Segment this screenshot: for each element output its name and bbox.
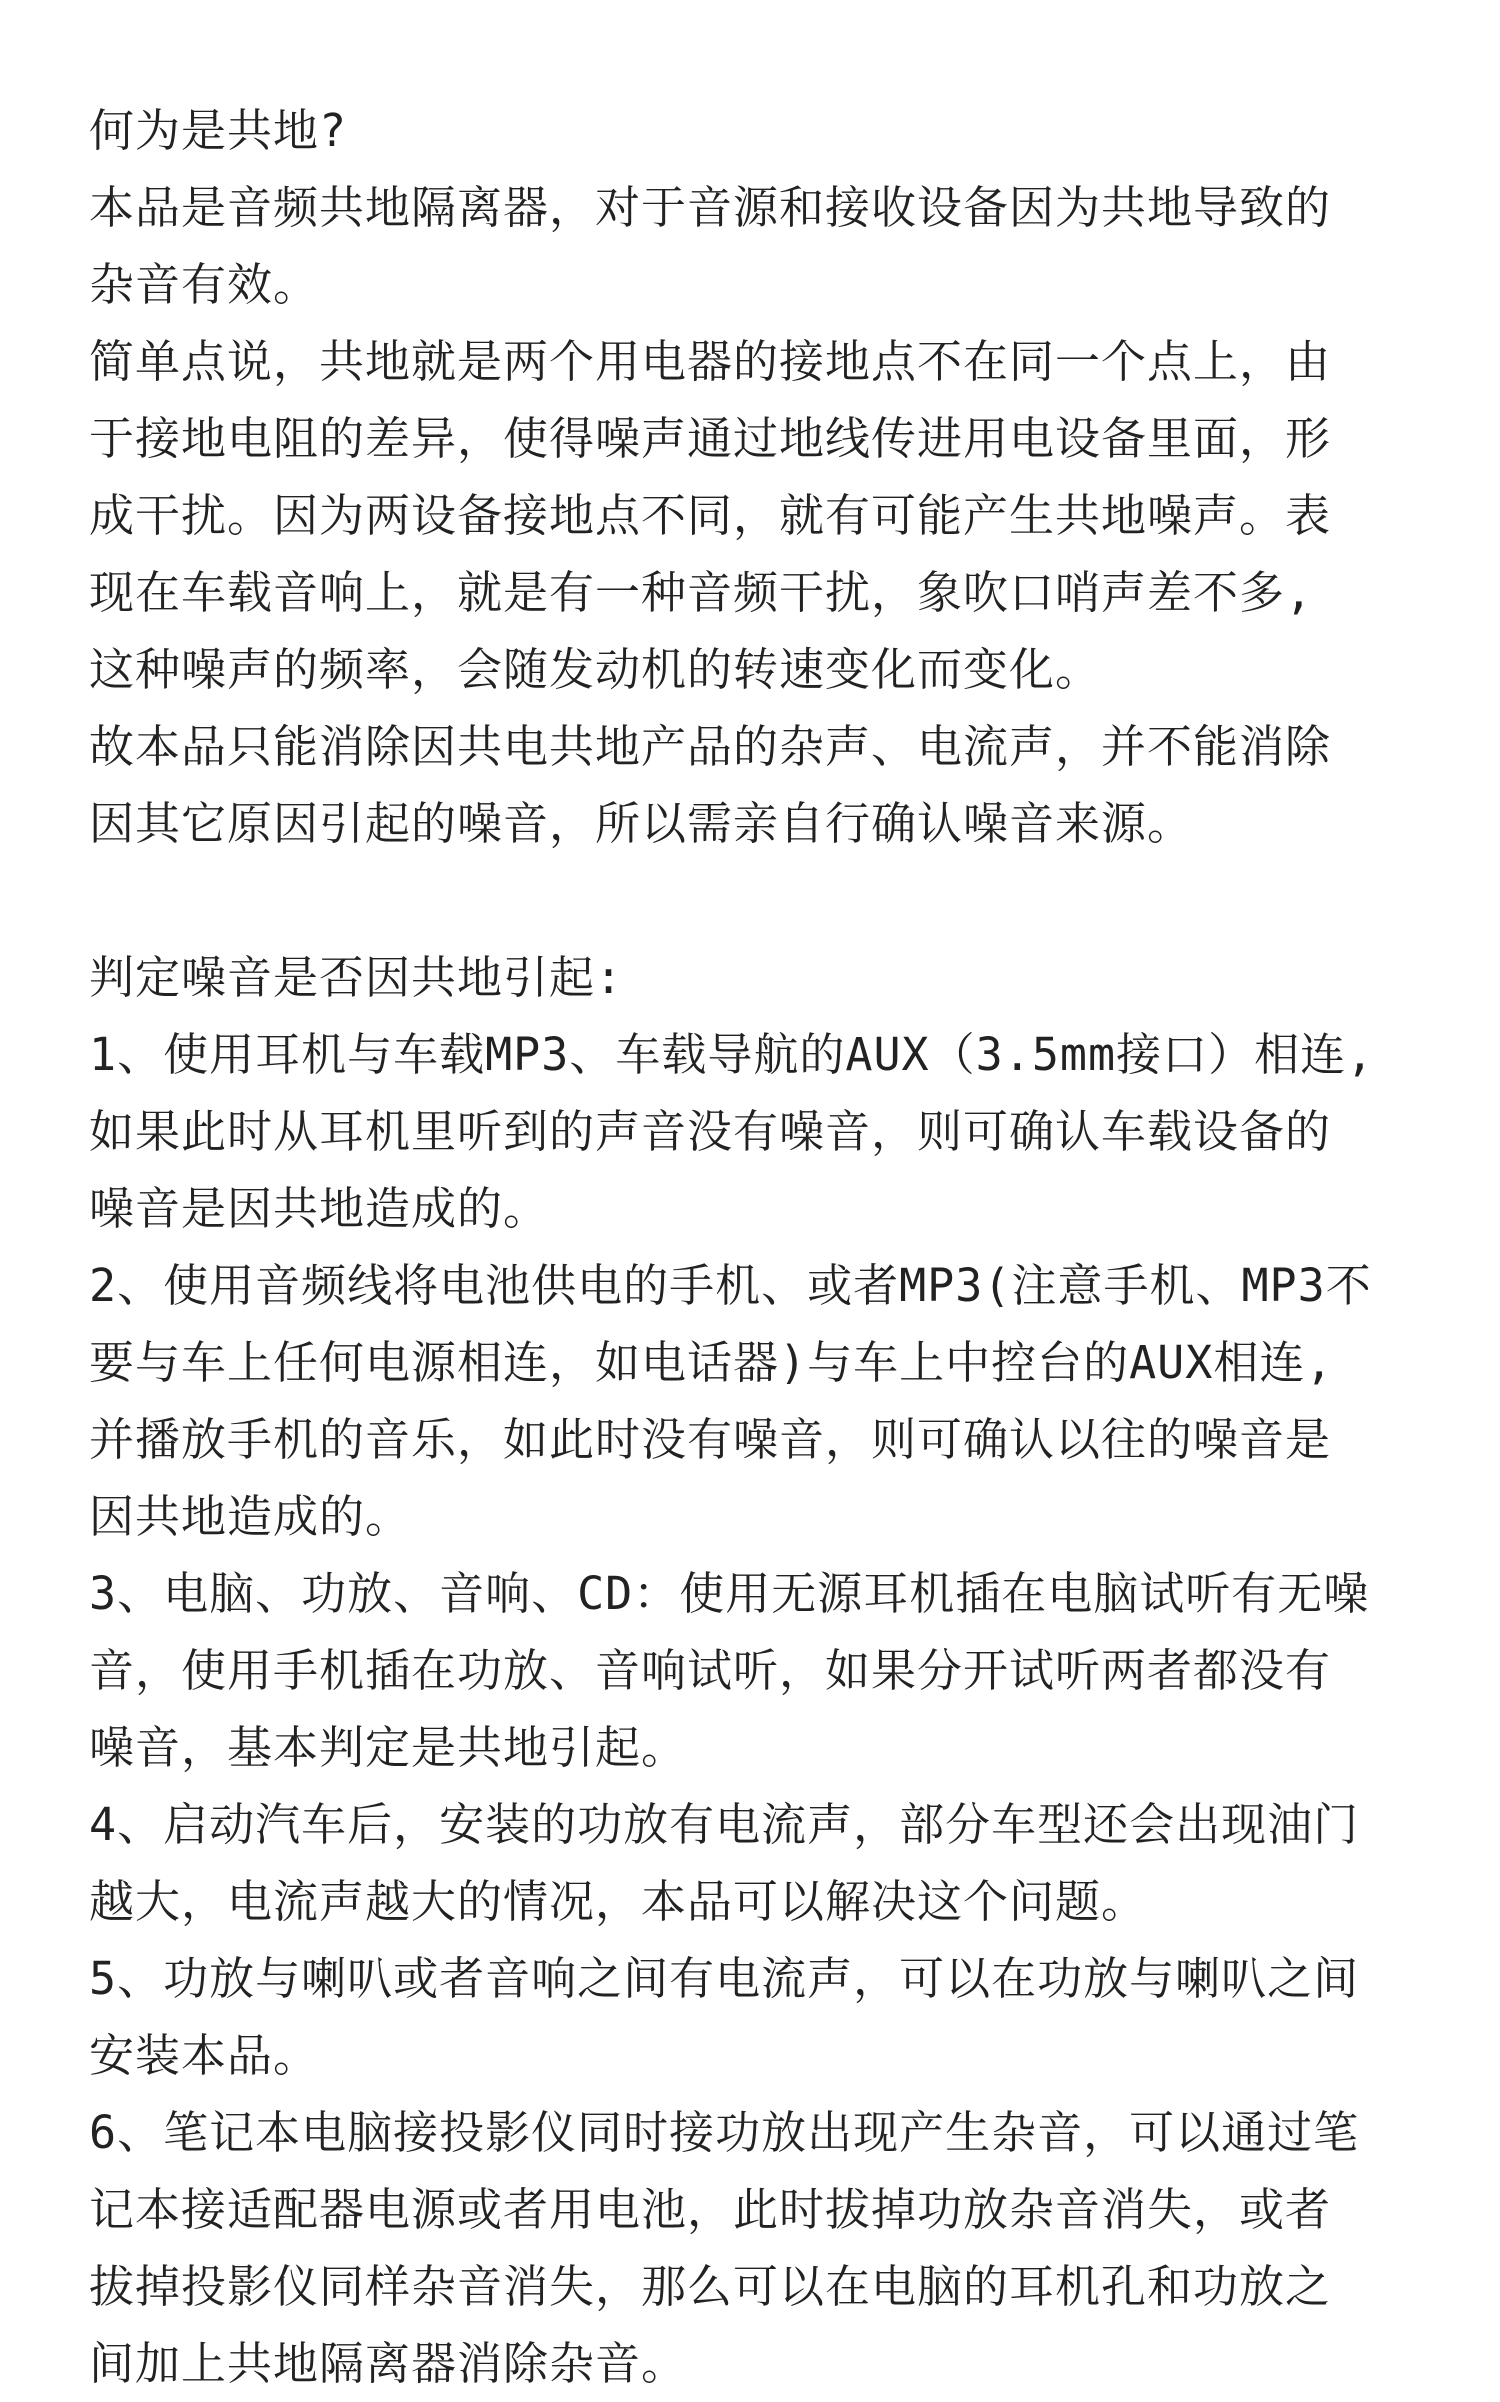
list-item-3-line: 噪音，基本判定是共地引起。 [89, 1721, 688, 1774]
text-line: 杂音有效。 [89, 258, 320, 311]
list-item-4-line: 4、启动汽车后，安装的功放有电流声，部分车型还会出现油门 [89, 1798, 1360, 1851]
section-heading: 判定噪音是否因共地引起: [89, 951, 624, 1004]
list-item-6-line: 间加上共地隔离器消除杂音。 [89, 2337, 688, 2390]
text-line: 这种噪声的频率，会随发动机的转速变化而变化。 [89, 643, 1102, 696]
text-line: 于接地电阻的差异，使得噪声通过地线传进用电设备里面，形 [89, 412, 1332, 465]
list-item-6-line: 拔掉投影仪同样杂音消失，那么可以在电脑的耳机孔和功放之 [89, 2260, 1332, 2313]
list-item-6-line: 6、笔记本电脑接投影仪同时接功放出现产生杂音，可以通过笔 [89, 2106, 1360, 2159]
list-item-2-line: 2、使用音频线将电池供电的手机、或者MP3(注意手机、MP3不 [89, 1259, 1372, 1312]
text-line: 本品是音频共地隔离器，对于音源和接收设备因为共地导致的 [89, 181, 1332, 234]
list-item-2-line: 因共地造成的。 [89, 1490, 412, 1543]
list-item-2-line: 要与车上任何电源相连，如电话器)与车上中控台的AUX相连, [89, 1336, 1334, 1389]
text-line: 成干扰。因为两设备接地点不同，就有可能产生共地噪声。表 [89, 489, 1332, 542]
list-item-6-line: 记本接适配器电源或者用电池，此时拔掉功放杂音消失，或者 [89, 2183, 1332, 2236]
list-item-1-line: 如果此时从耳机里听到的声音没有噪音，则可确认车载设备的 [89, 1105, 1332, 1158]
text-line: 故本品只能消除因共电共地产品的杂声、电流声，并不能消除 [89, 720, 1332, 773]
section-noise-diagnosis [89, 939, 1429, 2402]
list-item-2-line: 并播放手机的音乐，如此时没有噪音，则可确认以往的噪音是 [89, 1413, 1332, 1466]
paragraph-spacer [89, 862, 1429, 939]
list-item-5-line: 5、功放与喇叭或者音响之间有电流声，可以在功放与喇叭之间 [89, 1952, 1360, 2005]
list-item-3-line: 3、电脑、功放、音响、CD：使用无源耳机插在电脑试听有无噪 [89, 1567, 1370, 1620]
text-line: 简单点说，共地就是两个用电器的接地点不在同一个点上，由 [89, 335, 1332, 388]
section-heading: 何为是共地? [89, 104, 348, 157]
document-body [89, 92, 1429, 2402]
section-what-is-common-ground [89, 92, 1429, 862]
list-item-1-line: 1、使用耳机与车载MP3、车载导航的AUX（3.5mm接口）相连, [89, 1028, 1375, 1081]
text-line: 现在车载音响上，就是有一种音频干扰，象吹口哨声差不多, [89, 566, 1314, 619]
list-item-1-line: 噪音是因共地造成的。 [89, 1182, 550, 1235]
list-item-3-line: 音，使用手机插在功放、音响试听，如果分开试听两者都没有 [89, 1644, 1332, 1697]
list-item-5-line: 安装本品。 [89, 2029, 320, 2082]
list-item-4-line: 越大，电流声越大的情况，本品可以解决这个问题。 [89, 1875, 1148, 1928]
text-line: 因其它原因引起的噪音，所以需亲自行确认噪音来源。 [89, 797, 1194, 850]
